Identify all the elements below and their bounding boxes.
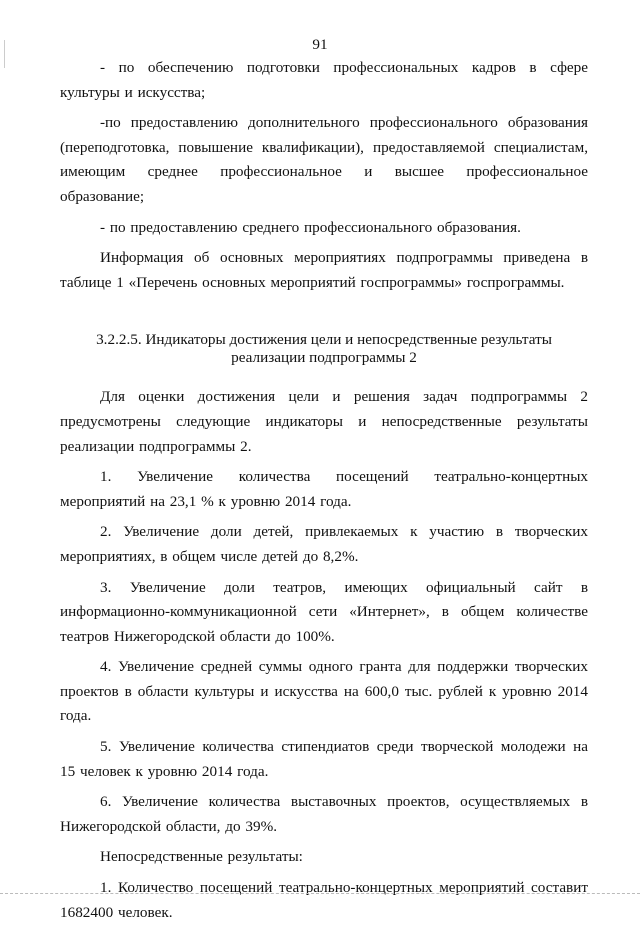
paragraph-training-staff: - по обеспечению подготовки профессиональных кадров в сфере культуры и искусства;: [60, 59, 588, 101]
indicator-3: 3. Увеличение доли театров, имеющих официальный сайт в информационно-коммуникационной сети «Интернет», в общем количестве театров Нижегородской области до 100%.: [60, 578, 588, 645]
indicator-2: 2. Увеличение доли детей, привлекаемых к участию в творческих мероприятиях, в общем числе детей до 8,2%.: [60, 523, 588, 565]
paragraph-indicators-intro: Для оценки достижения цели и решения задач подпрограммы 2 предусмотрены следующие индикаторы и непосредственные результаты реализации подпрограммы 2.: [60, 388, 588, 455]
indicator-1: 1. Увеличение количества посещений театрально-концертных мероприятий на 23,1 % к уровню 2014 года.: [60, 468, 588, 510]
indicator-5: 5. Увеличение количества стипендиатов среди творческой молодежи на 15 человек к уровню 2014 года.: [60, 738, 588, 780]
section-heading-line-2: реализации подпрограммы 2: [231, 349, 417, 367]
indicator-6: 6. Увеличение количества выставочных проектов, осуществляемых в Нижегородской области, до 39%.: [60, 793, 588, 835]
paragraph-secondary-education: - по предоставлению среднего профессионального образования.: [100, 218, 521, 236]
page-body: [60, 56, 588, 931]
section-heading: [60, 331, 588, 367]
section-heading-line-1: 3.2.2.5. Индикаторы достижения цели и непосредственные результаты: [96, 331, 552, 349]
bottom-scan-line: [0, 893, 640, 894]
page-number: 91: [312, 36, 328, 53]
direct-result-1: 1. Количество посещений театрально-концертных мероприятий составит 1682400 человек.: [60, 879, 588, 921]
paragraph-table-reference: Информация об основных мероприятиях подпрограммы приведена в таблице 1 «Перечень основных мероприятий госпрограммы» госпрограммы.: [60, 249, 588, 291]
indicator-4: 4. Увеличение средней суммы одного гранта для поддержки творческих проектов в области культуры и искусства на 600,0 тыс. рублей к уровню 2014 года.: [60, 658, 588, 725]
paragraph-additional-education: -по предоставлению дополнительного профессионального образования (переподготовка, повышение квалификации), предоставляемой специалистам, имеющим среднее профессиональное и высшее профессиональное образование;: [60, 114, 588, 205]
direct-results-label: Непосредственные результаты:: [100, 848, 303, 866]
